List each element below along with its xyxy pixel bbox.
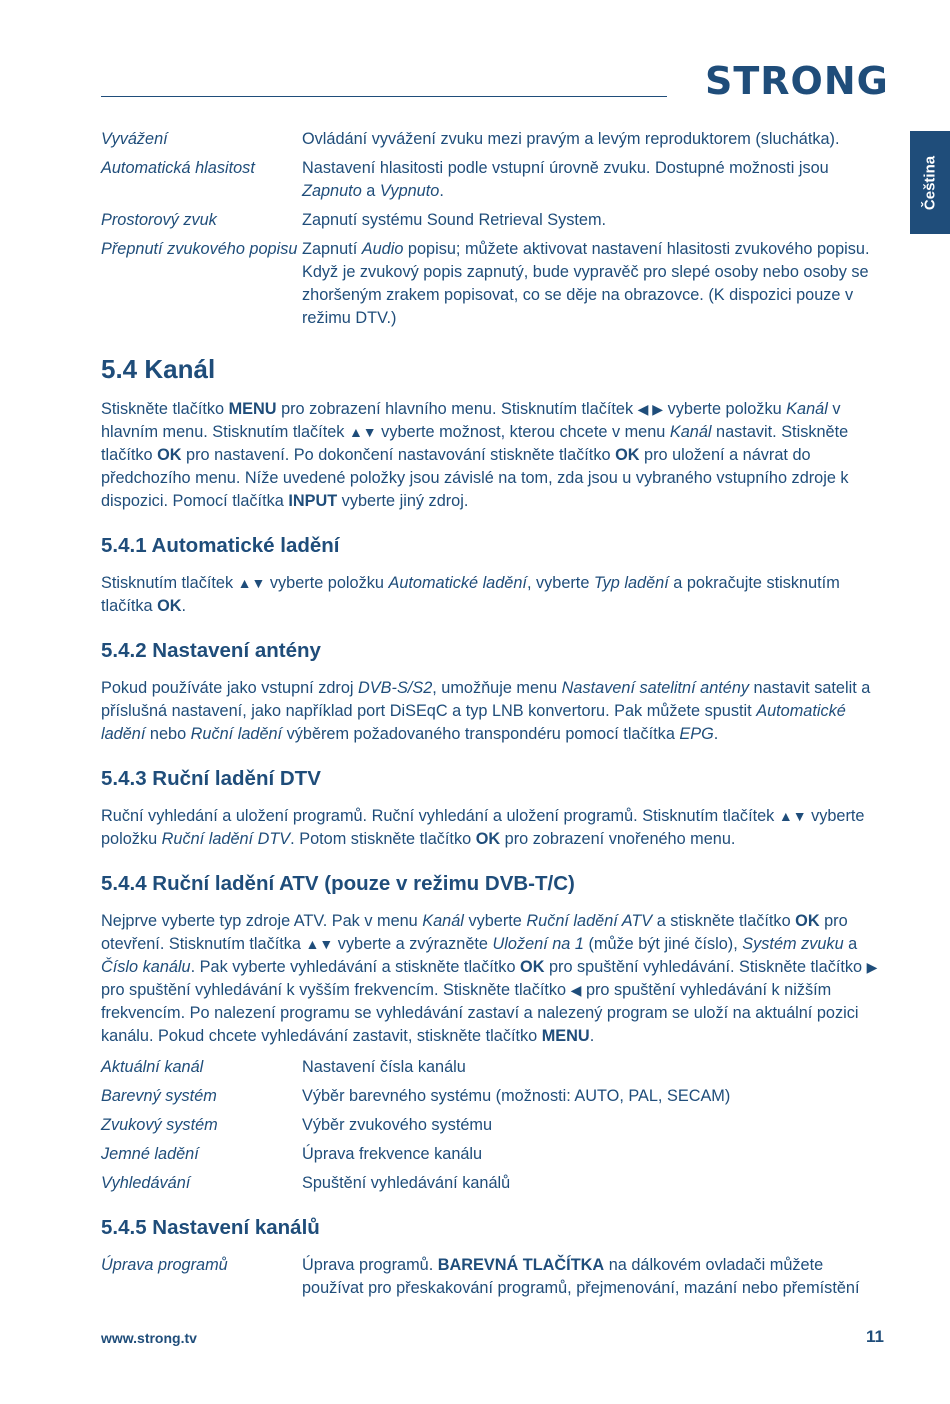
section-title-5-4: 5.4 Kanál xyxy=(101,354,216,384)
section-title-5-4-4: 5.4.4 Ruční ladění ATV (pouze v režimu DVB-T/C) xyxy=(101,872,575,895)
atv-item-term: Vyhledávání xyxy=(101,1174,191,1192)
atv-item-term: Aktuální kanál xyxy=(101,1058,204,1076)
atv-item-term: Jemné ladění xyxy=(101,1145,199,1163)
page-content xyxy=(101,128,886,1306)
left-arrow-icon: ◀ xyxy=(570,982,582,998)
setting-term: Úprava programů xyxy=(101,1256,228,1274)
page-number: 11 xyxy=(866,1327,884,1346)
atv-item-row xyxy=(101,1172,886,1195)
atv-item-row xyxy=(101,1114,886,1137)
setting-row-balance xyxy=(101,128,886,151)
setting-term: Vyvážení xyxy=(101,130,168,148)
atv-item-row xyxy=(101,1056,886,1079)
section-title-5-4-3: 5.4.3 Ruční ladění DTV xyxy=(101,767,321,790)
atv-item-desc: Spuštění vyhledávání kanálů xyxy=(302,1174,511,1192)
setting-desc: Zapnutí Audio popisu; můžete aktivovat nastavení hlasitosti zvukového popisu. Když je zvukový popis zapnutý, bude vypravěč pro slepé osoby nebo osoby se zhoršeným zrakem popisovat, co se děje na obrazovce. (K dispozici pouze v režimu DTV.) xyxy=(302,240,870,327)
right-arrow-icon: ▶ xyxy=(866,959,878,975)
language-tab-label: Čeština xyxy=(921,155,939,210)
setting-term: Přepnutí zvukového popisu xyxy=(101,240,298,258)
left-right-arrow-icon: ◀ ▶ xyxy=(637,401,664,417)
section-paragraph: Pokud používáte jako vstupní zdroj DVB-S/S2, umožňuje menu Nastavení satelitní antény nastavit satelit a příslušná nastavení, jako například port DiSEqC a typ LNB konvertoru. Pak můžete spustit Automatické ladění nebo Ruční ladění výběrem požadovaného transpondéru pomocí tlačítka EPG. xyxy=(101,679,871,743)
section-title-5-4-1: 5.4.1 Automatické ladění xyxy=(101,534,340,557)
setting-desc: Ovládání vyvážení zvuku mezi pravým a levým reproduktorem (sluchátka). xyxy=(302,130,840,148)
channel-setting-row xyxy=(101,1254,886,1300)
section-paragraph: Ruční vyhledání a uložení programů. Ruční vyhledání a uložení programů. Stisknutím tlačítek ▲▼ vyberte položku Ruční ladění DTV. Potom stiskněte tlačítko OK pro zobrazení vnořeného menu. xyxy=(101,807,865,848)
header-rule xyxy=(101,96,667,97)
atv-item-term: Barevný systém xyxy=(101,1087,217,1105)
setting-desc: Zapnutí systému Sound Retrieval System. xyxy=(302,211,607,229)
footer-url: www.strong.tv xyxy=(101,1330,197,1346)
atv-item-desc: Úprava frekvence kanálu xyxy=(302,1145,483,1163)
setting-row-audio-description xyxy=(101,238,886,330)
section-paragraph: Nejprve vyberte typ zdroje ATV. Pak v menu Kanál vyberte Ruční ladění ATV a stiskněte tlačítko OK pro otevření. Stisknutím tlačítka ▲▼ vyberte a zvýrazněte Uložení na 1 (může být jiné číslo), Systém zvuku a Číslo kanálu. Pak vyberte vyhledávání a stiskněte tlačítko OK pro spuštění vyhledávání. Stiskněte tlačítko ▶ pro spuštění vyhledávání k vyšším frekvencím. Stiskněte tlačítko ◀ pro spuštění vyhledávání k nižším frekvencím. Po nalezení programu se vyhledávání zastaví a nalezený program se uloží na aktuální pozici kanálu. Pokud chcete vyhledávání zastavit, stiskněte tlačítko MENU. xyxy=(101,912,878,1045)
up-down-arrow-icon: ▲▼ xyxy=(305,936,334,952)
atv-item-desc: Nastavení čísla kanálu xyxy=(302,1058,466,1076)
setting-term: Automatická hlasitost xyxy=(101,159,255,177)
language-tab xyxy=(910,131,950,234)
up-down-arrow-icon: ▲▼ xyxy=(348,424,377,440)
atv-item-row xyxy=(101,1143,886,1166)
setting-desc: Nastavení hlasitosti podle vstupní úrovně zvuku. Dostupné možnosti jsou Zapnuto a Vypnuto. xyxy=(302,159,829,200)
atv-item-desc: Výběr zvukového systému xyxy=(302,1116,493,1134)
section-title-5-4-5: 5.4.5 Nastavení kanálů xyxy=(101,1216,320,1239)
section-paragraph: Stisknutím tlačítek ▲▼ vyberte položku Automatické ladění, vyberte Typ ladění a pokračujte stisknutím tlačítka OK. xyxy=(101,574,840,615)
section-paragraph: Stiskněte tlačítko MENU pro zobrazení hlavního menu. Stisknutím tlačítek ◀ ▶ vyberte položku Kanál v hlavním menu. Stisknutím tlačítek ▲▼ vyberte možnost, kterou chcete v menu Kanál nastavit. Stiskněte tlačítko OK pro nastavení. Po dokončení nastavování stiskněte tlačítko OK pro uložení a návrat do předchozího menu. Níže uvedené položky jsou závislé na tom, zda jsou u vybraného vstupního zdroje k dispozici. Pomocí tlačítka INPUT vyberte jiný zdroj. xyxy=(101,400,849,510)
strong-logo: STRONG xyxy=(705,59,889,103)
up-down-arrow-icon: ▲▼ xyxy=(778,808,807,824)
atv-item-term: Zvukový systém xyxy=(101,1116,218,1134)
setting-desc: Úprava programů. BAREVNÁ TLAČÍTKA na dálkovém ovladači můžete používat pro přeskakování programů, přejmenování, mazání nebo přemístění xyxy=(302,1256,860,1297)
atv-item-row xyxy=(101,1085,886,1108)
setting-row-auto-volume xyxy=(101,157,886,203)
setting-term: Prostorový zvuk xyxy=(101,211,217,229)
up-down-arrow-icon: ▲▼ xyxy=(237,575,266,591)
section-title-5-4-2: 5.4.2 Nastavení antény xyxy=(101,639,321,662)
atv-item-desc: Výběr barevného systému (možnosti: AUTO, PAL, SECAM) xyxy=(302,1087,731,1105)
setting-row-surround xyxy=(101,209,886,232)
